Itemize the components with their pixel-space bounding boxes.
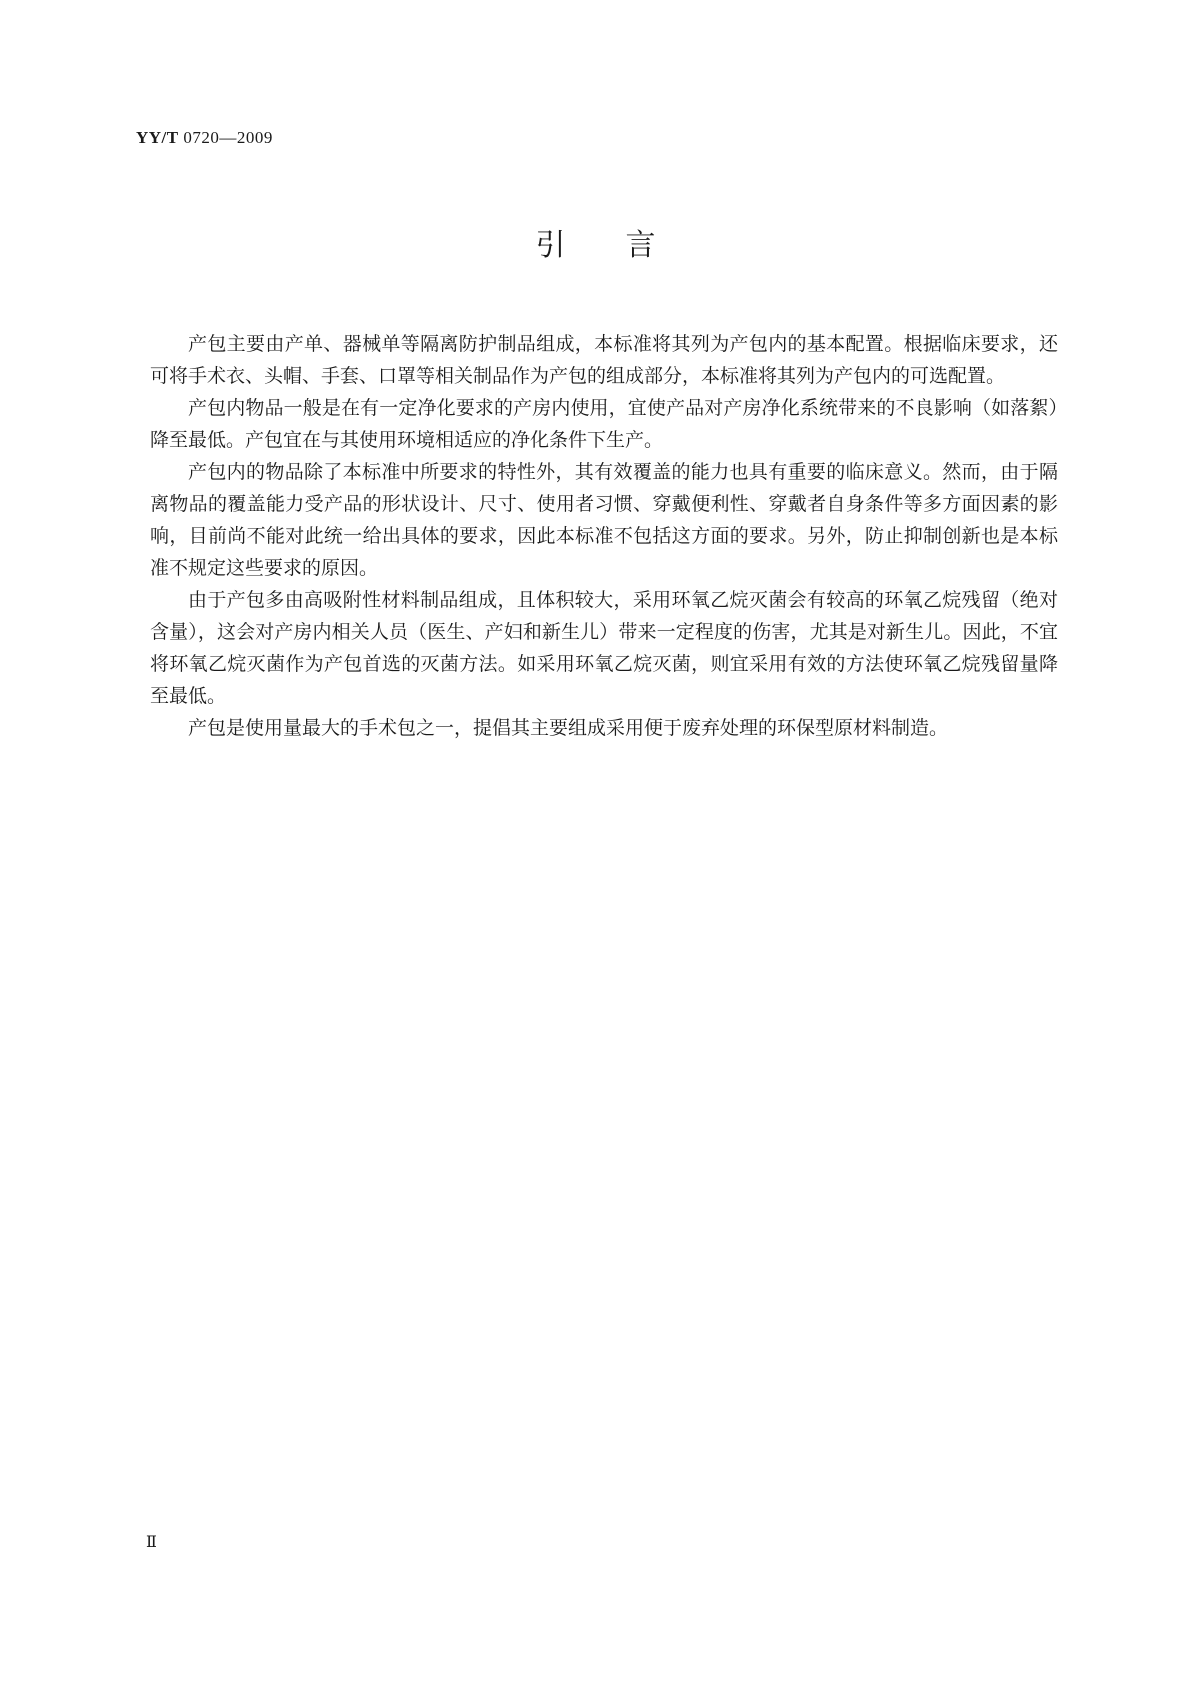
page-title: 引言 — [535, 228, 716, 263]
standard-code-prefix: YY/T — [136, 128, 179, 147]
paragraph: 产包内物品一般是在有一定净化要求的产房内使用，宜使产品对产房净化系统带来的不良影响（如落絮）降至最低。产包宜在与其使用环境相适应的净化条件下生产。 — [150, 397, 1058, 451]
paragraph: 产包内的物品除了本标准中所要求的特性外，其有效覆盖的能力也具有重要的临床意义。然而，由于隔离物品的覆盖能力受产品的形状设计、尺寸、使用者习惯、穿戴便利性、穿戴者自身条件等多方面因素的影响，目前尚不能对此统一给出具体的要求，因此本标准不包括这方面的要求。另外，防止抑制创新也是本标准不规定这些要求的原因。 — [150, 461, 1058, 579]
standard-code-number: 0720—2009 — [183, 128, 273, 147]
paragraph: 产包主要由产单、器械单等隔离防护制品组成，本标准将其列为产包内的基本配置。根据临床要求，还可将手术衣、头帽、手套、口罩等相关制品作为产包的组成部分，本标准将其列为产包内的可选配置。 — [150, 333, 1058, 387]
page-number: Ⅱ — [146, 1534, 157, 1551]
standard-code — [136, 128, 273, 148]
paragraph: 产包是使用量最大的手术包之一，提倡其主要组成采用便于废弃处理的环保型原材料制造。 — [188, 717, 949, 739]
body-text — [150, 328, 1058, 744]
paragraph: 由于产包多由高吸附性材料制品组成，且体积较大，采用环氧乙烷灭菌会有较高的环氧乙烷残留（绝对含量），这会对产房内相关人员（医生、产妇和新生儿）带来一定程度的伤害，尤其是对新生儿。因此，不宜将环氧乙烷灭菌作为产包首选的灭菌方法。如采用环氧乙烷灭菌，则宜采用有效的方法使环氧乙烷残留量降至最低。 — [150, 589, 1058, 707]
